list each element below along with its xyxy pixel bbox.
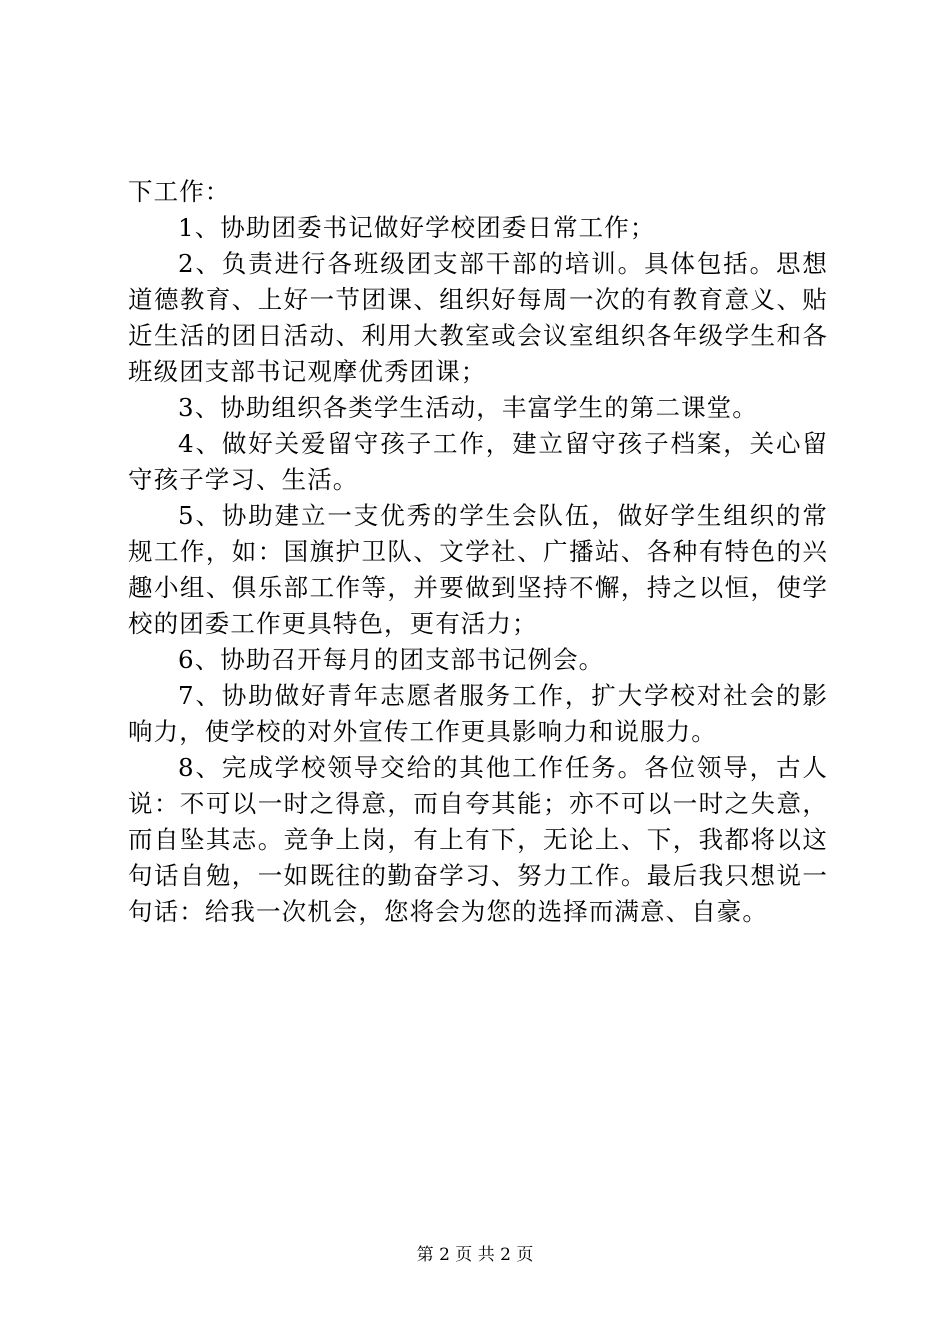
paragraph-item-5: 5、协助建立一支优秀的学生会队伍，做好学生组织的常规工作，如：国旗护卫队、文学社、广播站、各种有特色的兴趣小组、俱乐部工作等，并要做到坚持不懈，持之以恒，使学校的团委工作更具特色，更有活力； [128, 501, 828, 638]
paragraph-item-6: 6、协助召开每月的团支部书记例会。 [178, 645, 605, 674]
paragraph-intro: 下工作： [128, 177, 231, 206]
paragraph-item-4: 4、做好关爱留守孩子工作，建立留守孩子档案，关心留守孩子学习、生活。 [128, 429, 828, 494]
document-body [128, 174, 828, 930]
paragraph-item-3: 3、协助组织各类学生活动，丰富学生的第二课堂。 [178, 393, 758, 422]
page-number-footer: 第 2 页 共 2 页 [416, 1245, 534, 1265]
paragraph-item-2: 2、负责进行各班级团支部干部的培训。具体包括。思想道德教育、上好一节团课、组织好每周一次的有教育意义、贴近生活的团日活动、利用大教室或会议室组织各年级学生和各班级团支部书记观摩优秀团课； [128, 249, 828, 386]
paragraph-item-7: 7、协助做好青年志愿者服务工作，扩大学校对社会的影响力，使学校的对外宣传工作更具影响力和说服力。 [128, 681, 828, 746]
paragraph-item-8: 8、完成学校领导交给的其他工作任务。各位领导，古人说：不可以一时之得意，而自夸其能；亦不可以一时之失意，而自坠其志。竞争上岗，有上有下，无论上、下，我都将以这句话自勉，一如既往的勤奋学习、努力工作。最后我只想说一句话：给我一次机会，您将会为您的选择而满意、自豪。 [128, 753, 828, 926]
paragraph-item-1: 1、协助团委书记做好学校团委日常工作； [178, 213, 656, 242]
